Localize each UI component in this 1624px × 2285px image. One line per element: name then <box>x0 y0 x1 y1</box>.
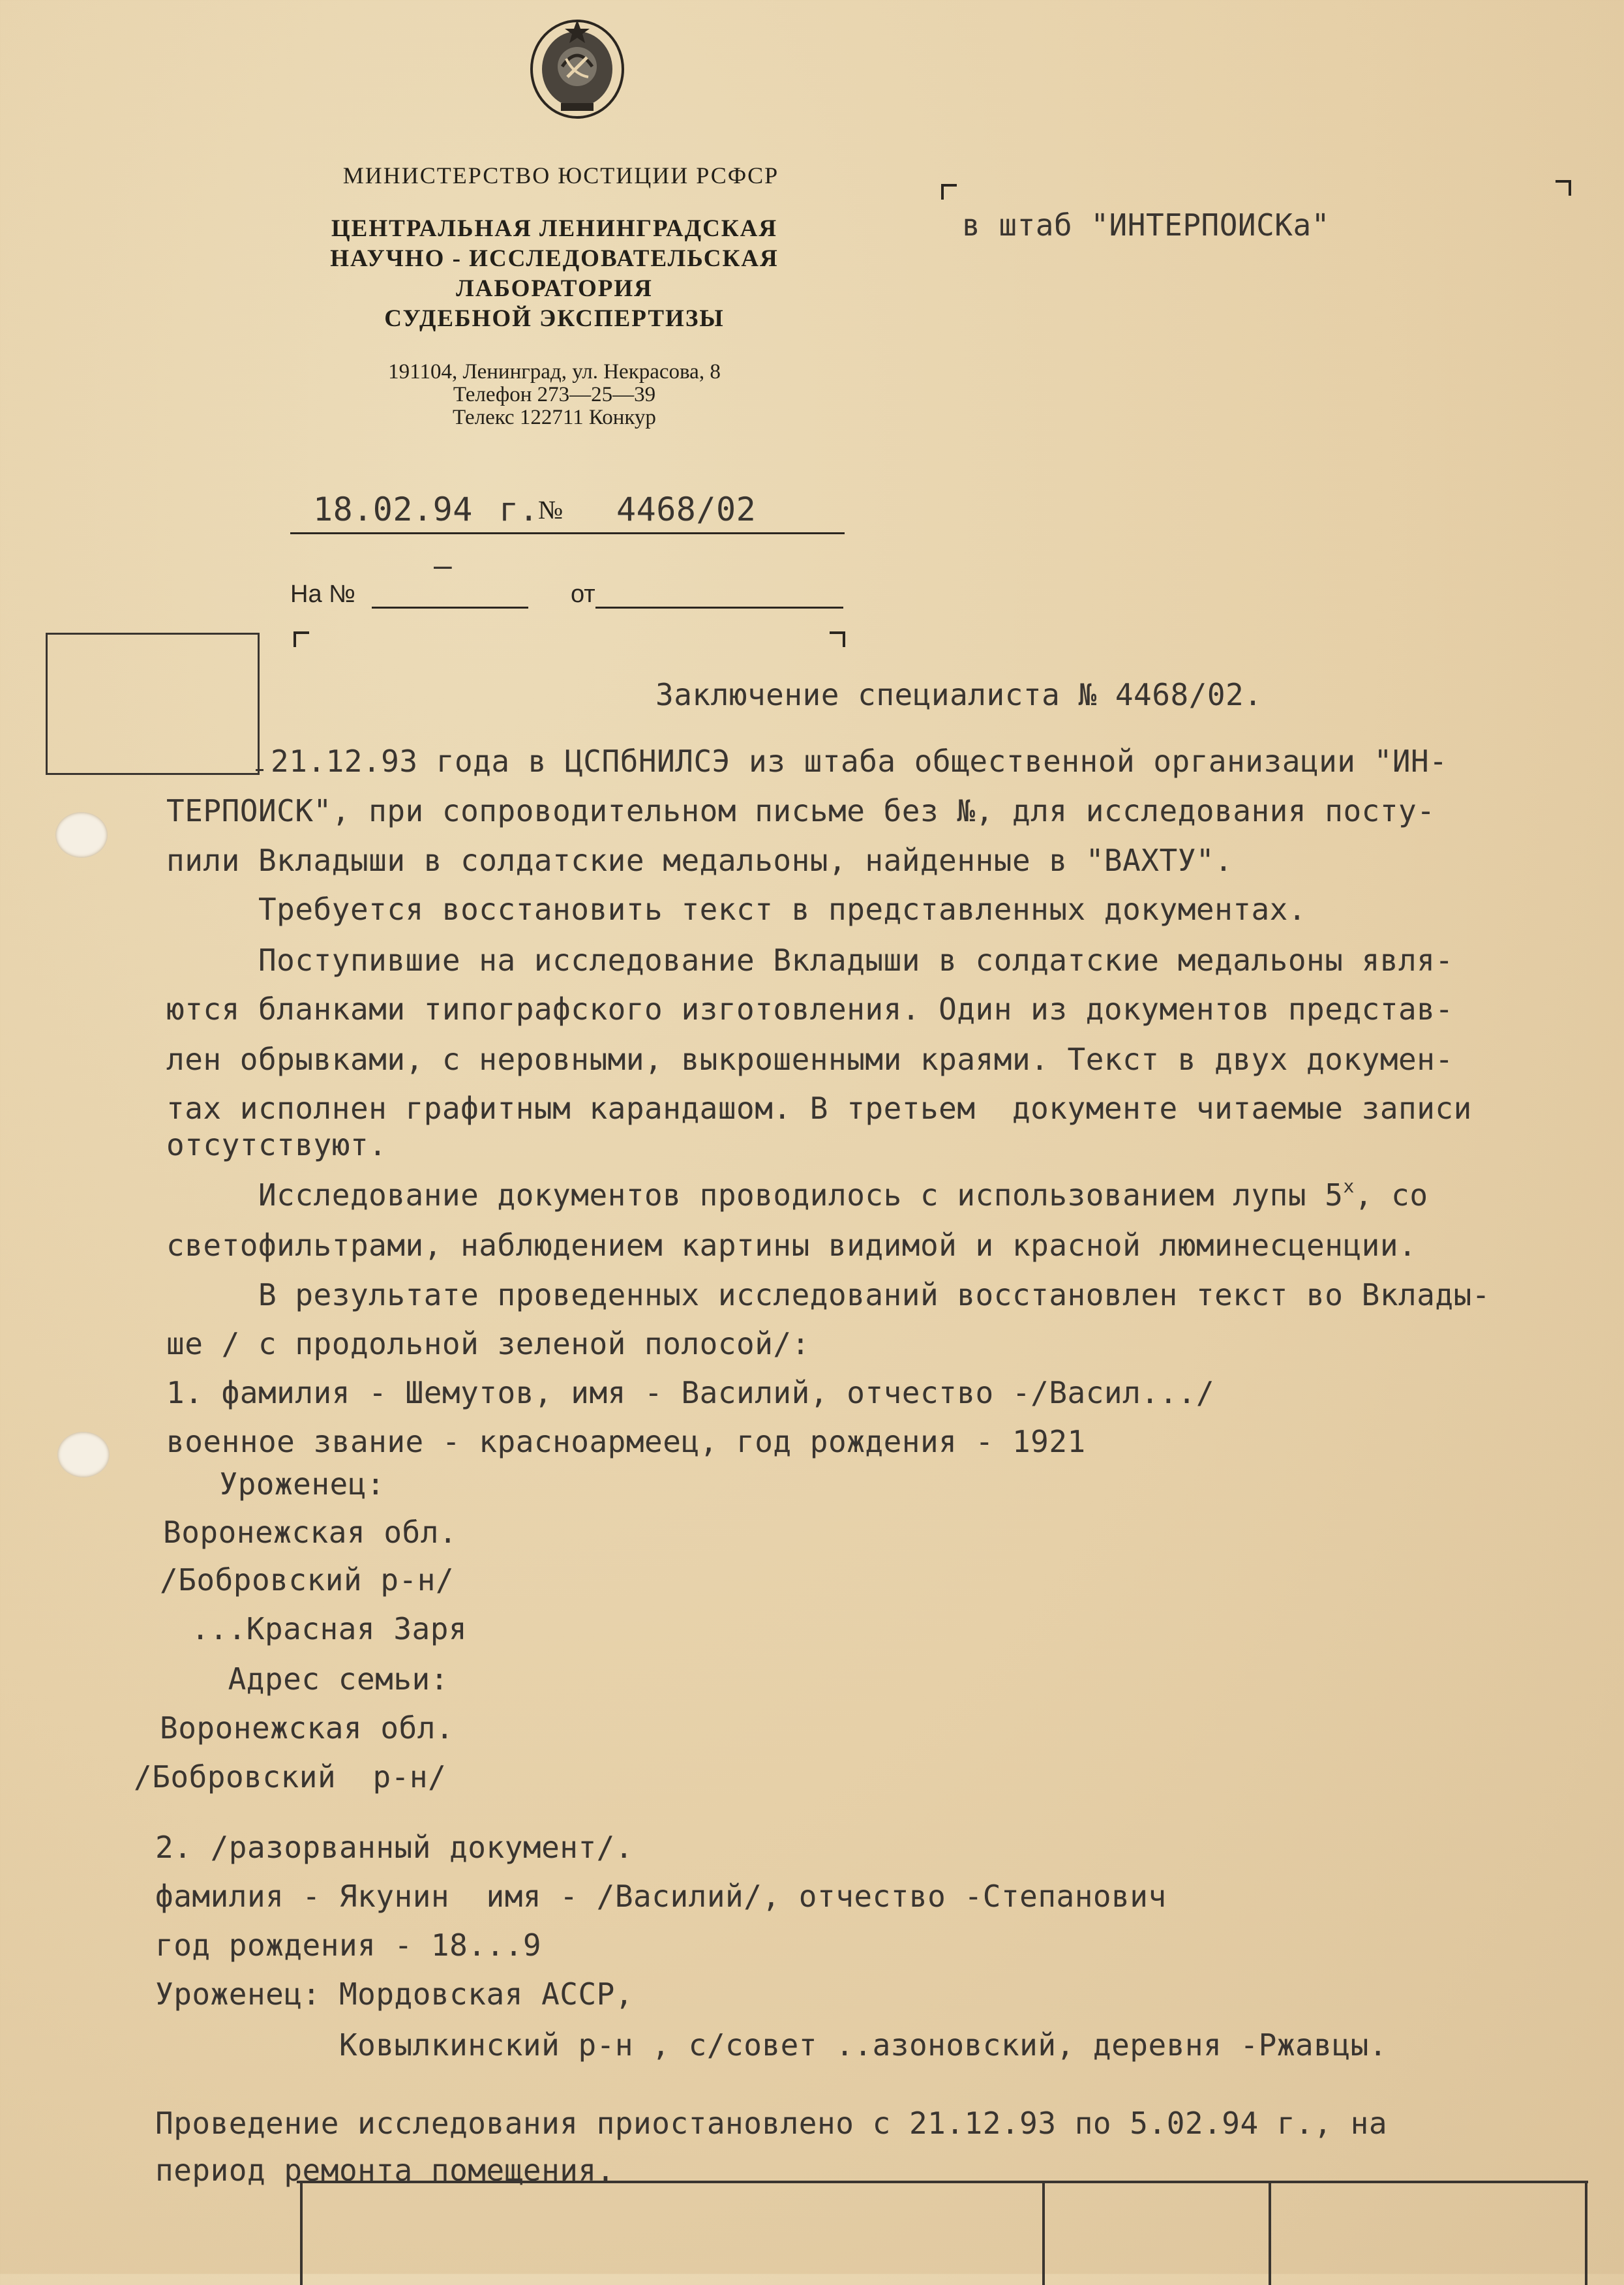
loupe-text-end: , со <box>1354 1177 1428 1213</box>
body-line: ...Красная Заря <box>173 1611 468 1646</box>
lab-line: НАУЧНО - ИССЛЕДОВАТЕЛЬСКАЯ <box>330 245 779 272</box>
corner-mark <box>1556 180 1571 196</box>
body-line: 2. /разорванный документ/. <box>155 1830 634 1865</box>
body-line: 21.12.93 года в ЦСПбНИЛСЭ из штаба общественной организации "ИН- <box>271 744 1448 779</box>
body-line: светофильтрами, наблюдением картины видимой и красной люминесценции. <box>166 1228 1417 1263</box>
body-line: Воронежская обл. <box>163 1515 458 1550</box>
table-top-rule <box>297 2181 1588 2183</box>
body-line: В результате проведенных исследований восстановлен текст во Вклады- <box>166 1277 1490 1312</box>
body-line: Требуется восстановить текст в представленных документах. <box>166 892 1307 927</box>
lab-line: СУДЕБНОЙ ЭКСПЕРТИЗЫ <box>384 305 725 332</box>
body-line: 1. фамилия - Шемутов, имя - Василий, отчество -/Васил.../ <box>166 1375 1215 1410</box>
outgoing-date: 18.02.94 <box>313 491 473 528</box>
body-line: пили Вкладыши в солдатские медальоны, найденные в "ВАХТУ". <box>166 843 1233 878</box>
body-line: тах исполнен графитным карандашом. В третьем документе читаемые записи <box>166 1091 1472 1126</box>
table-column-line <box>1585 2181 1587 2285</box>
body-line: военное звание - красноармеец, год рождения - 1921 <box>166 1424 1086 1459</box>
ministry-name: МИНИСТЕРСТВО ЮСТИЦИИ РСФСР <box>342 162 779 189</box>
address-line: 191104, Ленинград, ул. Некрасова, 8 <box>388 360 721 384</box>
ot-label: от <box>571 581 595 608</box>
body-line: Адрес семьи: <box>173 1661 449 1697</box>
body-line: Уроженец: <box>183 1466 385 1502</box>
body-line: фамилия - Якунин имя - /Василий/, отчество -Степанович <box>155 1879 1167 1914</box>
stamp-line <box>256 769 263 771</box>
body-line: ше / с продольной зеленой полосой/: <box>166 1326 810 1361</box>
table-column-line <box>1269 2181 1271 2285</box>
date-underline <box>290 532 845 534</box>
addressee: в штаб "ИНТЕРПОИСКа" <box>962 207 1330 243</box>
punch-hole <box>55 812 108 858</box>
table-column-line <box>1042 2181 1045 2285</box>
corner-mark <box>941 184 957 200</box>
loupe-magnification: х <box>1343 1175 1355 1197</box>
na-value: – <box>434 548 453 583</box>
loupe-text: Исследование документов проводилось с использованием лупы 5 <box>166 1177 1344 1213</box>
lab-line: ЛАБОРАТОРИЯ <box>456 275 653 302</box>
body-line: Воронежская обл. <box>160 1710 455 1746</box>
conclusion-title: Заключение специалиста № 4468/02. <box>655 677 1263 712</box>
number-label: № <box>538 495 564 524</box>
body-line: год рождения - 18...9 <box>155 1928 542 1963</box>
body-line: ТЕРПОИСК", при сопроводительном письме без №, для исследования посту- <box>166 793 1436 828</box>
body-line: /Бобровский р-н/ <box>134 1759 447 1794</box>
na-underline <box>372 607 528 609</box>
body-line: лен обрывками, с неровными, выкрошенными краями. Текст в двух докумен- <box>166 1042 1454 1077</box>
body-line: Уроженец: Мордовская АССР, <box>155 1976 634 2012</box>
body-line: период ремонта помещения. <box>155 2153 615 2188</box>
address-line: Телефон 273—25—39 <box>453 383 656 406</box>
body-line: ются бланками типографского изготовления. Один из документов представ- <box>166 991 1454 1027</box>
outgoing-number: 4468/02 <box>616 491 757 528</box>
table-column-line <box>300 2181 303 2285</box>
body-line-loupe <box>166 1177 1428 1213</box>
body-line: Поступившие на исследование Вкладыши в солдатские медальоны явля- <box>166 943 1454 978</box>
body-line: Ковылкинский р-н , с/совет ..азоновский, деревня -Ржавцы. <box>155 2027 1388 2063</box>
address-line: Телекс 122711 Конкур <box>453 406 656 429</box>
body-line: /Бобровский р-н/ <box>160 1562 455 1597</box>
g-label: г. <box>499 491 539 528</box>
body-line: Проведение исследования приостановлено с 21.12.93 по 5.02.94 г., на <box>155 2106 1388 2141</box>
corner-mark <box>830 631 845 647</box>
punch-hole <box>57 1432 110 1477</box>
na-label: На № <box>290 581 355 608</box>
stamp-box <box>46 633 260 775</box>
corner-mark <box>293 631 309 647</box>
lab-line: ЦЕНТРАЛЬНАЯ ЛЕНИНГРАДСКАЯ <box>331 215 778 242</box>
lab-address <box>307 361 802 429</box>
ussr-emblem <box>522 12 633 123</box>
ot-underline <box>595 607 843 609</box>
body-line: отсутствуют. <box>166 1127 387 1162</box>
laboratory-name <box>287 214 822 334</box>
